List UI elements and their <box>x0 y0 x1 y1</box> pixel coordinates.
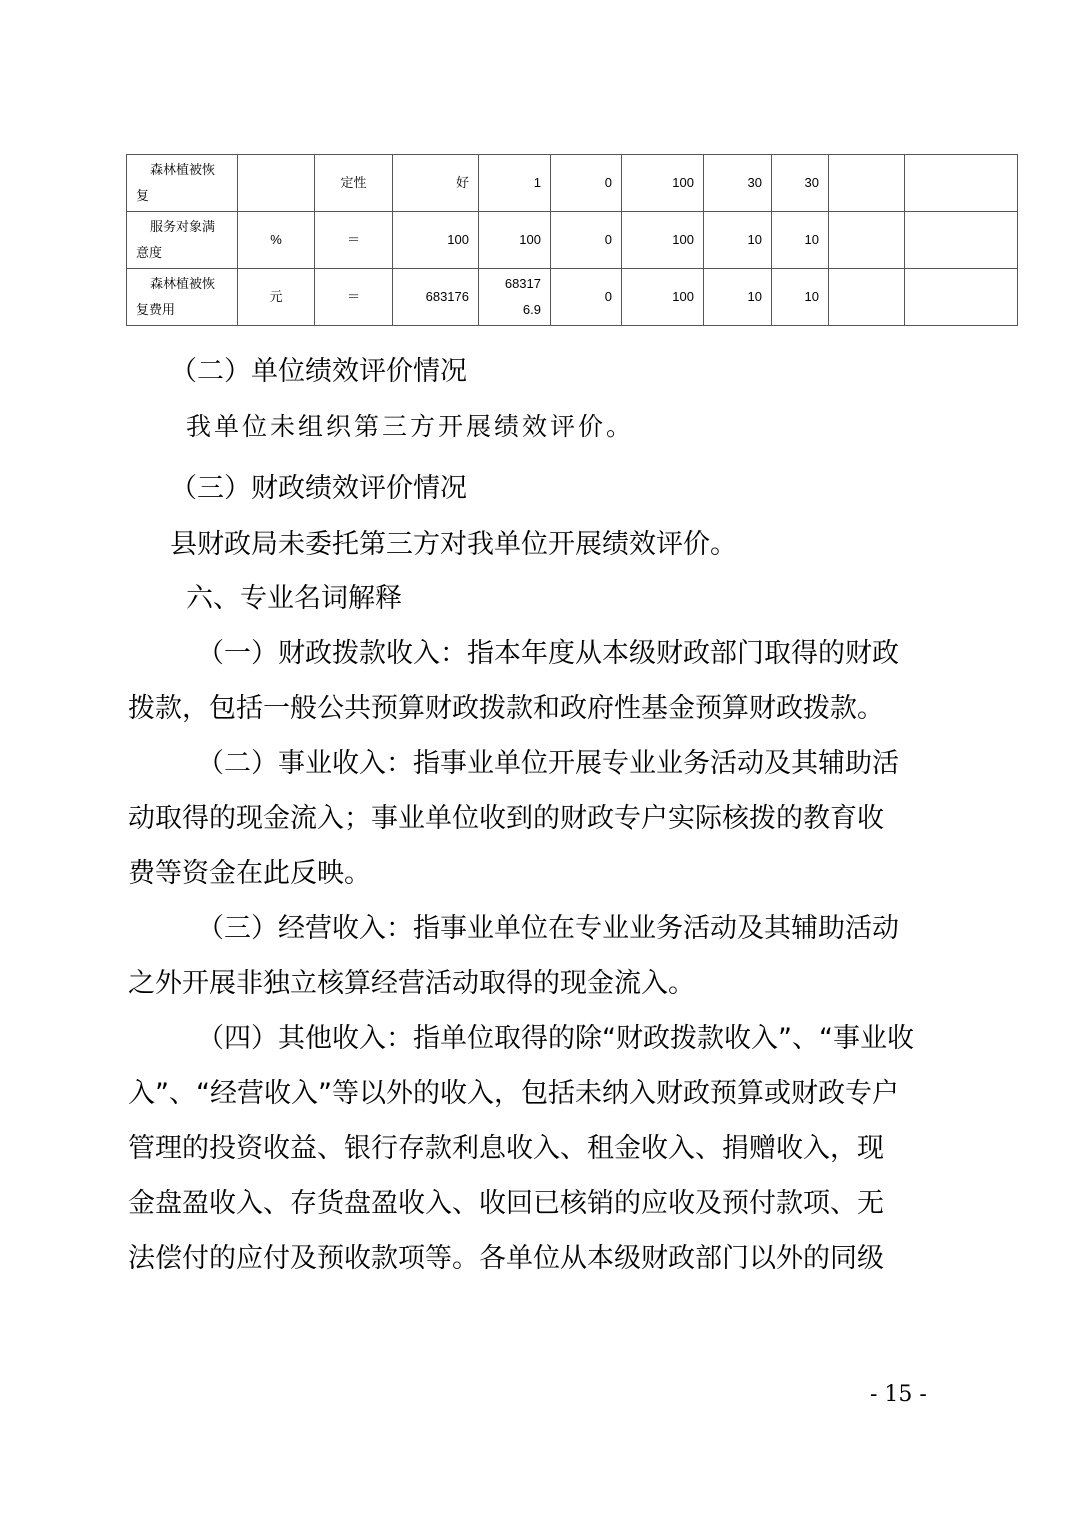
body-line: 管理的投资收益、银行存款利息收入、租金收入、捐赠收入，现 <box>128 1133 884 1164</box>
operator-cell: ＝ <box>315 269 393 326</box>
body-line: （二）事业收入：指事业单位开展专业业务活动及其辅助活 <box>197 748 899 779</box>
body-line: （一）财政拨款收入：指本年度从本级财政部门取得的财政 <box>197 638 899 669</box>
empty-cell <box>829 155 905 212</box>
fiscal-evaluation-heading: （三）财政绩效评价情况 <box>170 473 467 504</box>
empty-cell <box>905 212 1018 269</box>
indicator-name-cell <box>127 155 238 212</box>
body-line: 动取得的现金流入；事业单位收到的财政专户实际核拨的教育收 <box>128 803 884 834</box>
operator-cell: ＝ <box>315 212 393 269</box>
body-line: 之外开展非独立核算经营活动取得的现金流入。 <box>128 968 695 999</box>
unit-cell: % <box>238 212 315 269</box>
value-cell: 100 <box>622 155 704 212</box>
table-body <box>127 155 1018 326</box>
empty-cell <box>829 212 905 269</box>
operator-cell: 定性 <box>315 155 393 212</box>
target-value-cell: 683176 <box>393 269 479 326</box>
value-cell: 100 <box>622 212 704 269</box>
performance-indicator-table <box>126 154 1018 326</box>
actual-value-cell <box>479 155 551 212</box>
fiscal-evaluation-text: 县财政局未委托第三方对我单位开展绩效评价。 <box>170 529 737 560</box>
actual-value-cell <box>479 212 551 269</box>
actual-value-cell <box>479 269 551 326</box>
value-cell: 30 <box>704 155 772 212</box>
body-line: 费等资金在此反映。 <box>128 858 371 889</box>
value-cell: 100 <box>622 269 704 326</box>
value-cell: 10 <box>704 269 772 326</box>
body-line: （三）经营收入：指事业单位在专业业务活动及其辅助活动 <box>197 913 899 944</box>
value-cell: 10 <box>772 212 829 269</box>
indicator-name-cell <box>127 269 238 326</box>
actual-value-line1: 1 <box>533 175 541 190</box>
unit-evaluation-text: 我单位未组织第三方开展绩效评价。 <box>186 412 635 441</box>
unit-evaluation-heading: （二）单位绩效评价情况 <box>170 356 467 387</box>
empty-cell <box>829 269 905 326</box>
indicator-name-line2: 复 <box>136 188 150 203</box>
value-cell: 30 <box>772 155 829 212</box>
glossary-heading: 六、专业名词解释 <box>186 583 402 614</box>
actual-value-line1: 100 <box>519 232 541 247</box>
empty-cell <box>905 269 1018 326</box>
value-cell: 10 <box>772 269 829 326</box>
indicator-name-line1: 服务对象满 <box>150 219 216 234</box>
unit-cell <box>238 155 315 212</box>
indicator-name-cell <box>127 212 238 269</box>
actual-value-line1: 68317 <box>504 276 541 291</box>
table-row <box>127 212 1018 269</box>
indicator-name-line2: 意度 <box>136 245 163 260</box>
value-cell: 10 <box>704 212 772 269</box>
body-line: 法偿付的应付及预收款项等。各单位从本级财政部门以外的同级 <box>128 1243 884 1274</box>
target-value-cell: 好 <box>393 155 479 212</box>
actual-value-line2: 6.9 <box>522 302 541 317</box>
indicator-name-line1: 森林植被恢 <box>150 162 216 177</box>
value-cell: 0 <box>551 155 622 212</box>
value-cell: 0 <box>551 212 622 269</box>
table-row <box>127 155 1018 212</box>
table-row <box>127 269 1018 326</box>
body-line: 金盘盈收入、存货盘盈收入、收回已核销的应收及预付款项、无 <box>128 1188 884 1219</box>
body-line: 入”、“经营收入”等以外的收入，包括未纳入财政预算或财政专户 <box>128 1078 899 1109</box>
indicator-name-line2: 复费用 <box>136 302 176 317</box>
value-cell: 0 <box>551 269 622 326</box>
target-value-cell: 100 <box>393 212 479 269</box>
page-number: - 15 - <box>870 1382 927 1407</box>
body-line: （四）其他收入：指单位取得的除“财政拨款收入”、“事业收 <box>197 1023 914 1054</box>
indicator-name-line1: 森林植被恢 <box>150 276 216 291</box>
unit-cell: 元 <box>238 269 315 326</box>
empty-cell <box>905 155 1018 212</box>
body-line: 拨款，包括一般公共预算财政拨款和政府性基金预算财政拨款。 <box>128 693 884 724</box>
